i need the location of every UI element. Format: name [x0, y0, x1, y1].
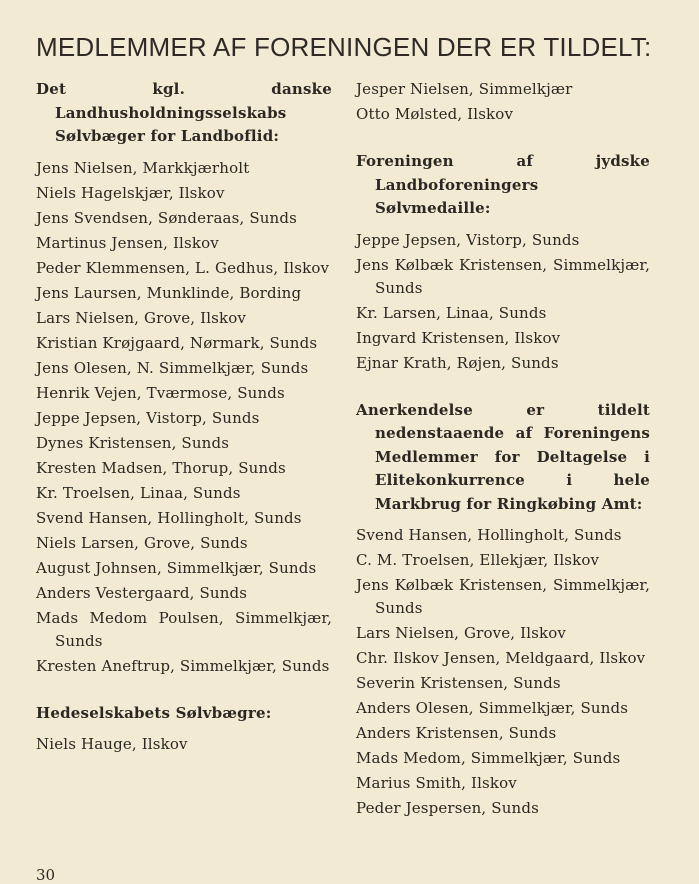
member-entry: Jens Kølbæk Kristensen, Simmelkjær, Sunds [356, 255, 650, 297]
member-list-hedeselskab [36, 733, 332, 756]
member-entry: Mads Medom Poulsen, Simmelkjær, Sunds [36, 608, 332, 650]
member-entry: Ejnar Krath, Røjen, Sunds [356, 353, 559, 372]
member-entry: Kresten Aneftrup, Simmelkjær, Sunds [36, 656, 330, 675]
member-entry: Otto Mølsted, Ilskov [356, 105, 514, 123]
member-entry: Jeppe Jepsen, Vistorp, Sunds [36, 408, 260, 427]
member-entry: Kristian Krøjgaard, Nørmark, Sunds [36, 333, 318, 352]
member-entry: Niels Hagelskjær, Ilskov [36, 183, 225, 202]
member-entry: Jens Olesen, N. Simmelkjær, Sunds [36, 358, 309, 377]
member-entry: Svend Hansen, Hollingholt, Sunds [36, 508, 302, 527]
member-entry: Jens Nielsen, Markkjærholt [36, 158, 250, 177]
member-entry: Kresten Madsen, Thorup, Sunds [36, 458, 286, 477]
member-entry: Jesper Nielsen, Simmelkjær [356, 80, 573, 98]
member-entry: Jens Svendsen, Sønderaas, Sunds [36, 208, 297, 227]
member-entry: Jeppe Jepsen, Vistorp, Sunds [356, 230, 580, 249]
member-entry: Severin Kristensen, Sunds [356, 674, 561, 692]
member-entry: Kr. Troelsen, Linaa, Sunds [36, 483, 241, 502]
member-entry: Marius Smith, Ilskov [356, 774, 517, 792]
member-entry: Anders Vestergaard, Sunds [36, 583, 248, 602]
member-entry: C. M. Troelsen, Ellekjær, Ilskov [356, 551, 600, 569]
member-entry: Peder Jespersen, Sunds [356, 799, 539, 817]
page-title: MEDLEMMER AF FORENINGEN DER ER TILDELT: [36, 34, 652, 62]
member-list-elitekonkurrence [356, 524, 650, 820]
member-entry: Henrik Vejen, Tværmose, Sunds [36, 383, 285, 402]
left-column [36, 78, 332, 758]
member-list-continued [356, 78, 650, 126]
member-entry: Anders Kristensen, Sunds [356, 724, 557, 742]
member-entry: Svend Hansen, Hollingholt, Sunds [356, 526, 622, 544]
member-entry: August Johnsen, Simmelkjær, Sunds [36, 558, 317, 577]
right-column [356, 78, 650, 822]
member-entry: Lars Nielsen, Grove, Ilskov [356, 624, 567, 642]
member-entry: Niels Hauge, Ilskov [36, 735, 188, 753]
member-entry: Niels Larsen, Grove, Sunds [36, 533, 248, 552]
member-entry: Ingvard Kristensen, Ilskov [356, 328, 561, 347]
section-heading-landhusholdningsselskab: Det kgl. danske Landhusholdningsselskabs Sølvbæger for Landboflid: [36, 80, 332, 145]
member-entry: Lars Nielsen, Grove, Ilskov [36, 308, 247, 327]
member-list-landboflid [36, 157, 332, 678]
member-entry: Peder Klemmensen, L. Gedhus, Ilskov [36, 258, 330, 277]
member-entry: Jens Kølbæk Kristensen, Simmelkjær, Sunds [356, 576, 650, 617]
member-list-soelvmedaille [356, 229, 650, 375]
member-entry: Kr. Larsen, Linaa, Sunds [356, 303, 547, 322]
page-number: 30 [36, 866, 56, 884]
section-heading-anerkendelse: Anerkendelse er tildelt nedenstaaende af Foreningens Medlemmer for Deltagelse i Elitekonkurrence i hele Markbrug for Ringkøbing Amt: [356, 400, 650, 513]
section-heading-jydske-landboforeninger: Foreningen af jydske Landboforeningers Sølvmedaille: [356, 152, 650, 217]
member-entry: Mads Medom, Simmelkjær, Sunds [356, 749, 621, 767]
member-entry: Dynes Kristensen, Sunds [36, 433, 230, 452]
member-entry: Jens Laursen, Munklinde, Bording [36, 283, 302, 302]
member-entry: Anders Olesen, Simmelkjær, Sunds [356, 699, 629, 717]
member-entry: Martinus Jensen, Ilskov [36, 233, 219, 252]
member-entry: Chr. Ilskov Jensen, Meldgaard, Ilskov [356, 649, 646, 667]
section-heading-hedeselskab: Hedeselskabets Sølvbægre: [36, 703, 272, 722]
